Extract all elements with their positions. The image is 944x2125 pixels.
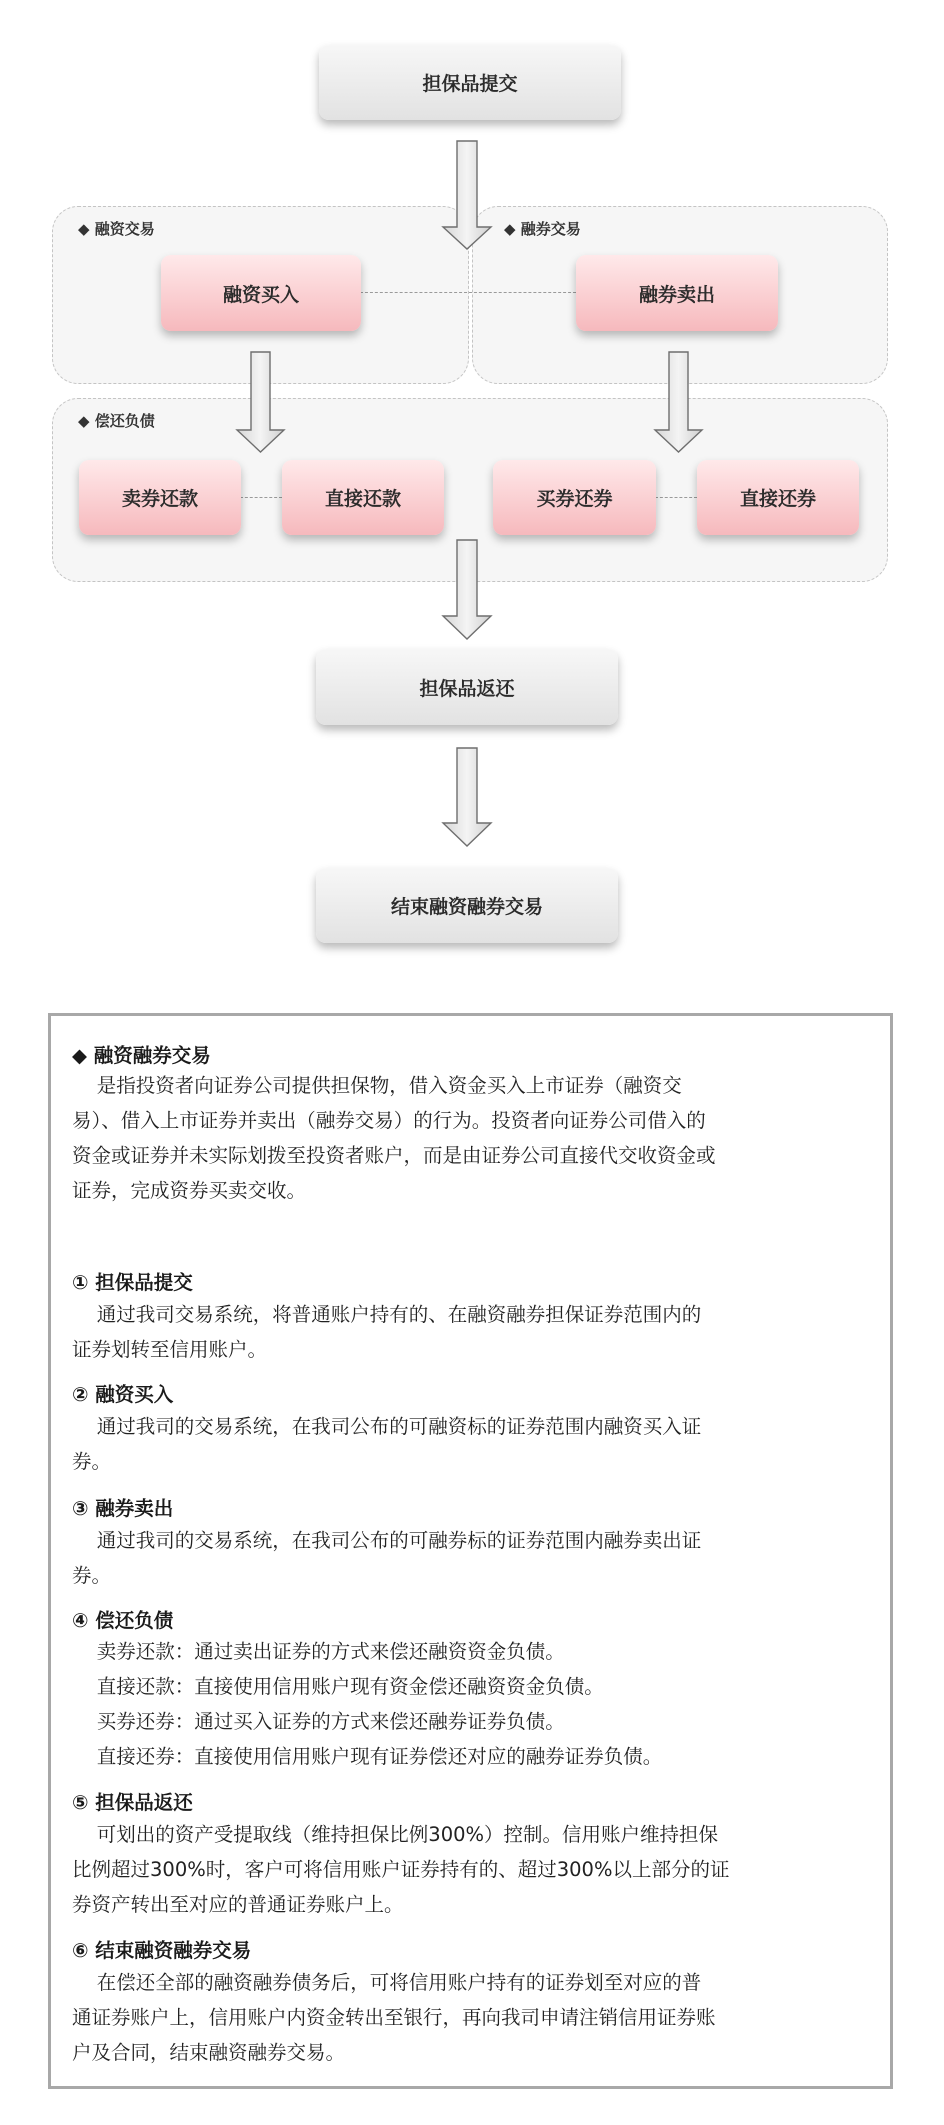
margin-region-label: ◆ 融资交易 xyxy=(78,220,155,238)
connector-margin-short xyxy=(360,292,576,293)
arrow-down-1-icon xyxy=(443,141,491,249)
flow-arrows xyxy=(0,0,944,880)
sell-repay-box xyxy=(79,460,241,535)
section-5-line-3: 券资产转出至对应的普通证券账户上。 xyxy=(72,1893,404,1916)
collateral-return-label: 担保品返还 xyxy=(419,677,515,700)
direct-repay-securities-box xyxy=(697,460,859,535)
connector-repay-right xyxy=(655,497,697,498)
arrow-down-5-icon xyxy=(443,748,491,846)
section-3-title: ③ 融券卖出 xyxy=(72,1497,174,1520)
section-1-line-2: 证券划转至信用账户。 xyxy=(72,1338,268,1361)
section-4-line-2: 直接还款：直接使用信用账户现有资金偿还融资资金负债。 xyxy=(72,1675,604,1698)
arrow-down-4-icon xyxy=(443,540,491,639)
buy-repay-box xyxy=(493,460,656,535)
short-sell-label: 融券卖出 xyxy=(638,283,715,306)
section-1-line-1: 通过我司交易系统，将普通账户持有的、在融资融券担保证券范围内的 xyxy=(72,1303,702,1326)
margin-buy-label: 融资买入 xyxy=(222,283,299,306)
section-3-line-2: 券。 xyxy=(72,1564,112,1587)
section-6-title: ⑥ 结束融资融券交易 xyxy=(72,1939,252,1962)
intro-title: ◆ 融资融券交易 xyxy=(72,1044,211,1067)
intro-line-3: 资金或证券并未实际划拨至投资者账户，而是由证券公司直接代交收资金或 xyxy=(72,1144,716,1167)
direct-repay-cash-box xyxy=(282,460,444,535)
short-region-label: ◆ 融券交易 xyxy=(504,220,581,238)
section-4-line-4: 直接还券：直接使用信用账户现有证券偿还对应的融券证券负债。 xyxy=(72,1745,663,1768)
connector-repay-left xyxy=(240,497,282,498)
section-2-line-1: 通过我司的交易系统，在我司公布的可融资标的证券范围内融资买入证 xyxy=(72,1415,702,1438)
section-5-line-2: 比例超过300%时，客户可将信用账户证券持有的、超过300%以上部分的证 xyxy=(72,1858,730,1881)
section-3-line-1: 通过我司的交易系统，在我司公布的可融券标的证券范围内融券卖出证 xyxy=(72,1529,702,1552)
intro-line-4: 证券，完成资券买卖交收。 xyxy=(72,1179,307,1202)
section-2-title: ② 融资买入 xyxy=(72,1383,174,1406)
margin-buy-box xyxy=(161,255,361,331)
section-6-line-2: 通证券账户上，信用账户内资金转出至银行，再向我司申请注销信用证券账 xyxy=(72,2006,716,2029)
buy-repay-label: 买券还券 xyxy=(536,488,613,510)
end-trading-label: 结束融资融券交易 xyxy=(390,896,543,918)
section-5-line-1: 可划出的资产受提取线（维持担保比例300%）控制。信用账户维持担保 xyxy=(72,1823,719,1846)
short-sell-box xyxy=(576,255,778,331)
section-4-line-3: 买券还券：通过买入证券的方式来偿还融券证券负债。 xyxy=(72,1710,565,1733)
intro-line-2: 易）、借入上市证券并卖出（融券交易）的行为。投资者向证券公司借入的 xyxy=(72,1109,706,1132)
collateral-submit-label: 担保品提交 xyxy=(422,73,518,95)
section-2-line-2: 券。 xyxy=(72,1450,112,1473)
section-4-line-1: 卖券还款：通过卖出证券的方式来偿还融资资金负债。 xyxy=(72,1640,565,1663)
collateral-return-box xyxy=(316,649,618,725)
arrow-down-2-icon xyxy=(237,352,284,452)
section-5-title: ⑤ 担保品返还 xyxy=(72,1791,193,1814)
end-trading-box xyxy=(316,868,618,943)
direct-repay-cash-label: 直接还款 xyxy=(324,488,401,510)
section-4-title: ④ 偿还负债 xyxy=(72,1609,174,1632)
section-1-title: ① 担保品提交 xyxy=(72,1271,193,1294)
intro-line-1: 是指投资者向证券公司提供担保物，借入资金买入上市证券（融资交 xyxy=(72,1074,682,1097)
section-6-line-3: 户及合同，结束融资融券交易。 xyxy=(72,2041,346,2064)
arrow-down-3-icon xyxy=(655,352,702,452)
collateral-submit-box xyxy=(319,45,621,120)
sell-repay-label: 卖券还款 xyxy=(121,488,198,510)
section-6-line-1: 在偿还全部的融资融券债务后，可将信用账户持有的证券划至对应的普 xyxy=(72,1971,702,1994)
repay-region-label: ◆ 偿还负债 xyxy=(78,412,155,430)
direct-repay-securities-label: 直接还券 xyxy=(739,488,816,510)
